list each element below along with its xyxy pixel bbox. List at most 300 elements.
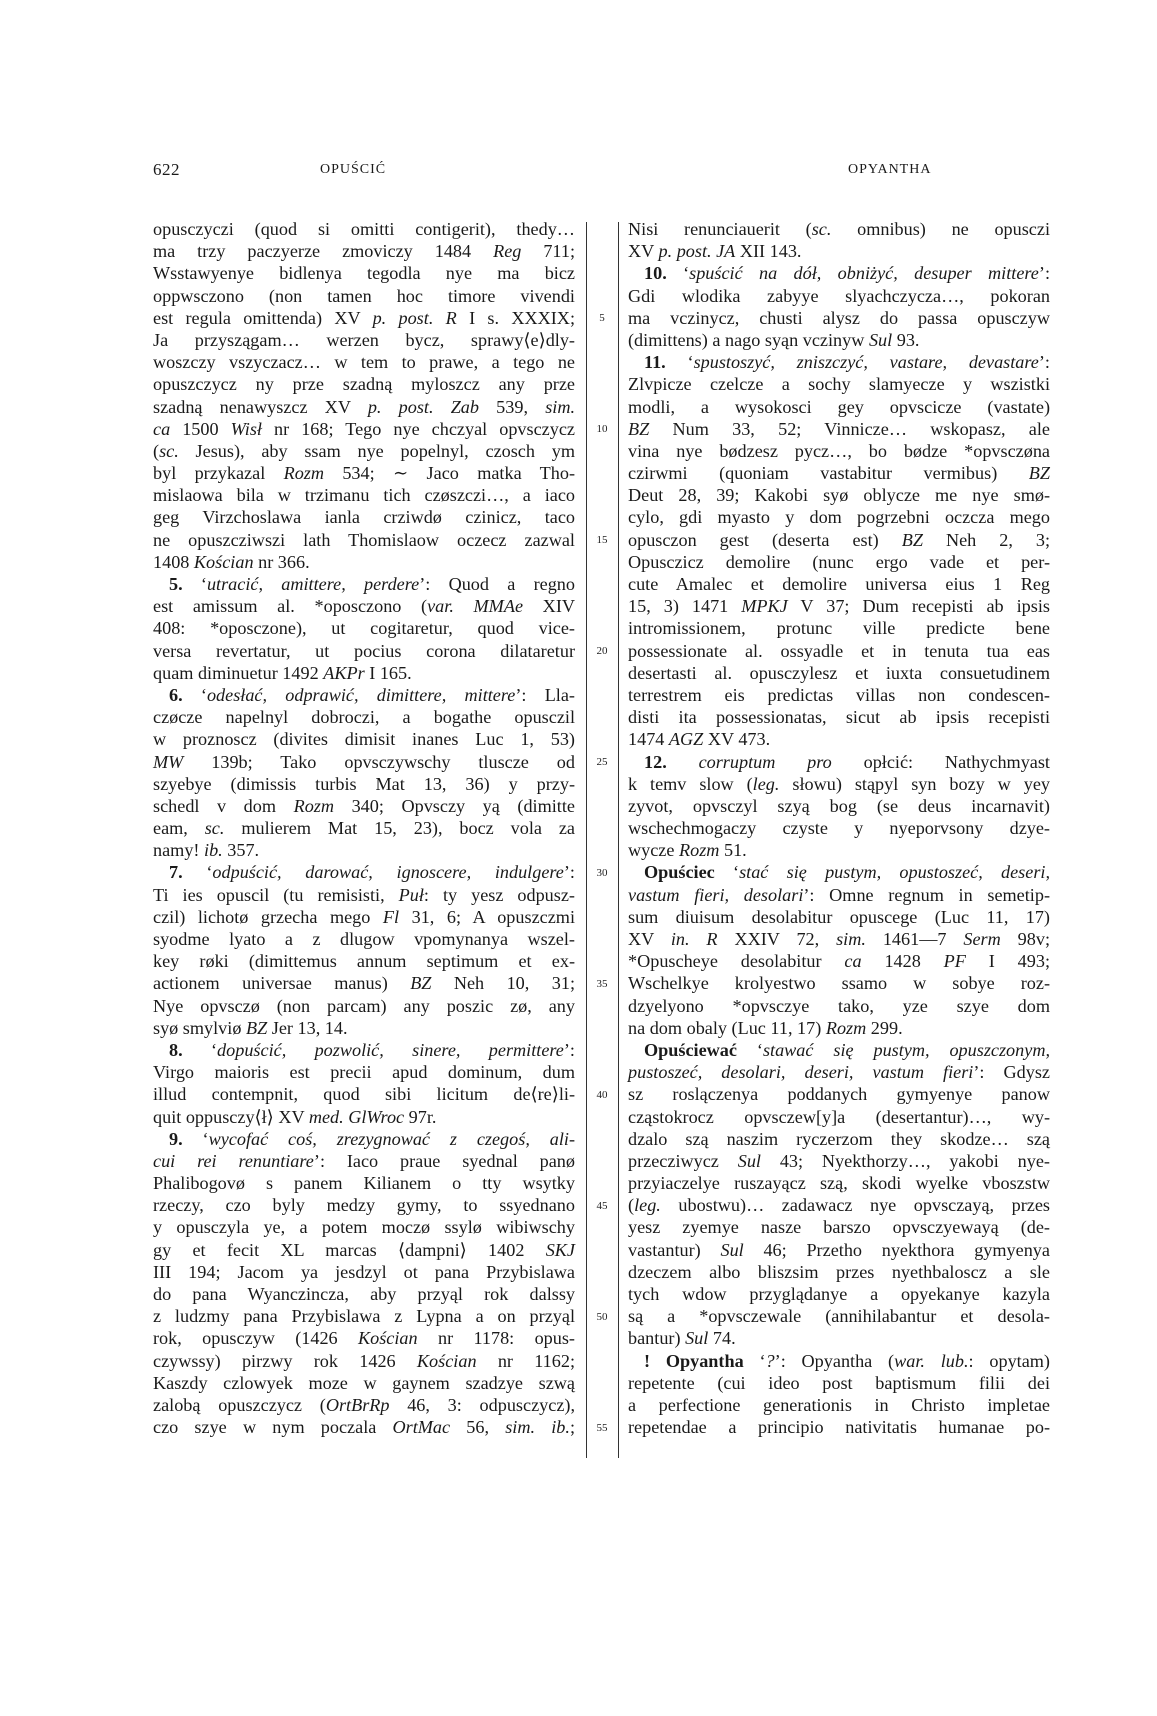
entry-heading: Opuściec xyxy=(644,862,715,883)
italic-text: stać się pustym, opustoszeć, deseri, xyxy=(739,862,1051,883)
text-line xyxy=(153,396,575,418)
text-segment: III 194; Jacom ya jesdzyl ot pana Przybislawa xyxy=(153,1261,575,1282)
text-segment: ’: xyxy=(1038,352,1050,373)
italic-text: med. GlWroc xyxy=(308,1106,405,1127)
text-segment: gy et fecit XL marcas ⟨dampni⟩ 1402 xyxy=(153,1239,546,1260)
italic-text: PF xyxy=(943,951,966,972)
text-segment: omnibus) ne opusczi xyxy=(831,219,1050,239)
text-line xyxy=(153,728,575,750)
text-line xyxy=(153,1305,575,1327)
text-line xyxy=(628,396,1050,418)
text-line xyxy=(153,1327,575,1349)
page-number: 622 xyxy=(153,160,180,179)
text-line xyxy=(153,1061,575,1083)
text-line xyxy=(153,817,575,839)
text-line xyxy=(153,972,575,994)
text-segment: ‘ xyxy=(182,684,207,705)
italic-text: sim. ib. xyxy=(505,1417,570,1438)
text-line xyxy=(153,1017,575,1039)
text-line xyxy=(153,640,575,662)
italic-text: Rozm xyxy=(283,463,324,484)
italic-text: ? xyxy=(765,1350,775,1371)
line-number: 45 xyxy=(596,1199,608,1212)
text-line xyxy=(628,262,1050,284)
italic-text: BZ xyxy=(245,1017,268,1038)
text-line xyxy=(628,839,1050,861)
text-line xyxy=(153,1416,575,1438)
column-rule-left xyxy=(586,222,587,1458)
text-segment: dzeczem albo bliszsim przes nyethbaloscz a sle xyxy=(628,1261,1050,1282)
text-segment: quit oppusczy⟨ł⟩ XV xyxy=(153,1106,309,1127)
text-line xyxy=(153,307,575,329)
text-segment: 1408 xyxy=(153,551,194,572)
italic-text: MW xyxy=(153,751,184,772)
text-line xyxy=(628,1039,1050,1061)
text-line xyxy=(628,418,1050,440)
text-segment: dzalo szą naszim ryczerzom they skodze… szą xyxy=(628,1128,1050,1149)
text-segment: eam, xyxy=(153,818,205,839)
text-segment: XIV xyxy=(523,596,576,617)
text-segment: 1428 xyxy=(861,951,944,972)
entry-heading: 12. xyxy=(644,751,667,772)
text-segment: nr 1178: opus- xyxy=(417,1328,575,1349)
text-segment: 1500 xyxy=(170,418,231,439)
text-line xyxy=(628,1216,1050,1238)
text-segment: Nye opvsczø (non parcam) any poszic zø, any xyxy=(153,995,575,1016)
italic-text: in. R xyxy=(670,929,718,949)
text-segment: repetendae a principio nativitatis humanae po- xyxy=(628,1417,1050,1438)
italic-text: Wisł xyxy=(230,418,262,439)
text-segment: ‘ xyxy=(666,263,690,284)
text-line xyxy=(153,262,575,284)
text-line xyxy=(628,1172,1050,1194)
text-line xyxy=(628,484,1050,506)
text-segment: rok, opusczyw (1426 xyxy=(153,1328,358,1349)
entry-heading: 11. xyxy=(644,352,666,373)
text-segment: nr 1162; xyxy=(476,1350,576,1371)
text-segment: czirwmi (quoniam vastabitur vermibus) xyxy=(628,463,1029,484)
text-segment: mulierem Mat 15, 23), bocz vola za xyxy=(224,818,575,839)
italic-text: war. lub. xyxy=(894,1350,969,1371)
entry-heading: 7. xyxy=(169,862,183,883)
italic-text: sc. xyxy=(204,818,225,839)
text-line xyxy=(153,884,575,906)
text-segment: 74. xyxy=(708,1328,736,1349)
text-segment: Nisi renunciauerit ( xyxy=(628,219,812,239)
text-line xyxy=(628,906,1050,928)
text-segment: czywssy) pirzwy rok 1426 xyxy=(153,1350,417,1371)
text-line xyxy=(153,218,575,240)
text-segment: vastantur) xyxy=(628,1239,721,1260)
text-line xyxy=(153,1150,575,1172)
text-segment: est regula omittenda) XV xyxy=(153,307,373,328)
text-line xyxy=(153,1172,575,1194)
text-segment: est amissum al. *oposczono ( xyxy=(153,596,428,617)
italic-text: Kościan xyxy=(193,551,254,572)
text-segment: Jer 13, 14. xyxy=(267,1017,348,1038)
text-segment: czil) lichotø grzecha mego xyxy=(153,906,383,927)
running-head-right: OPYANTHA xyxy=(848,162,932,177)
text-line xyxy=(628,1017,1050,1039)
italic-text: leg. xyxy=(634,1195,661,1216)
text-line xyxy=(628,617,1050,639)
text-segment: czo szye w nym poczala xyxy=(153,1417,393,1438)
text-line xyxy=(153,551,575,573)
text-line xyxy=(628,373,1050,395)
italic-text: utracić, amittere, perdere xyxy=(206,574,420,594)
italic-text: SKJ xyxy=(545,1239,575,1260)
text-segment: opusczyczi (quod si omitti contigerit), thedy… xyxy=(153,219,575,239)
text-line xyxy=(153,1039,575,1061)
text-segment: 357. xyxy=(222,840,260,861)
text-segment: szadną nenawyszcz XV xyxy=(153,396,368,417)
text-line xyxy=(628,928,1050,950)
text-line xyxy=(153,329,575,351)
italic-text: ib. xyxy=(204,840,223,861)
right-column xyxy=(628,218,1050,1438)
italic-text: Sul xyxy=(737,1150,761,1171)
text-line xyxy=(628,1194,1050,1216)
text-line xyxy=(153,506,575,528)
text-segment: zalobą opuszczycz ( xyxy=(153,1394,326,1415)
text-line xyxy=(628,307,1050,329)
text-segment: disti ita possessionatas, sicut ab ipsis recepisti xyxy=(628,707,1050,728)
italic-text: p. post. R xyxy=(372,307,457,328)
text-segment: I s. XXXIX; xyxy=(456,307,575,328)
text-segment: Jesus), aby ssam nye popelnyl, czosch ym xyxy=(178,440,575,461)
text-segment: opuszczycz ny prze szadną myloszcz any prze xyxy=(153,374,575,395)
text-segment: sz roslączenya poddanych gymyenye panow xyxy=(628,1084,1050,1105)
text-segment: ‘ xyxy=(714,862,740,883)
text-line xyxy=(153,662,575,684)
italic-text: Puł xyxy=(398,884,424,905)
text-segment: repetente (cui ideo post baptismum filii dei xyxy=(628,1372,1050,1393)
text-segment: 97r. xyxy=(404,1106,437,1127)
text-line xyxy=(153,928,575,950)
text-segment: syø smylviø xyxy=(153,1017,246,1038)
text-segment: do pana Wyanczincza, aby przyąl rok dalssy xyxy=(153,1284,575,1304)
text-line xyxy=(628,640,1050,662)
text-segment: byl przykazal xyxy=(153,463,284,484)
text-line xyxy=(628,240,1050,262)
text-segment: Deut 28, 39; Kakobi syø oblycze me nye smø- xyxy=(628,485,1050,506)
text-segment: cute Amalec et demolire universa eius 1 Reg xyxy=(628,574,1050,594)
italic-text: p. post. JA xyxy=(658,241,736,262)
text-segment: k temv slow ( xyxy=(628,773,753,794)
text-segment: ’: Opyantha ( xyxy=(774,1350,895,1371)
text-line xyxy=(153,773,575,795)
italic-text: BZ xyxy=(1028,463,1050,484)
line-number: 25 xyxy=(596,755,608,768)
italic-text: Rozm xyxy=(679,840,720,861)
text-segment: mislaowa bila w trzimanu tich czøszczi…, a iaco xyxy=(153,485,575,506)
text-segment: ‘ xyxy=(182,1039,218,1060)
text-segment: 534; ∼ Jaco matka Tho- xyxy=(324,463,575,484)
text-line xyxy=(628,728,1050,750)
text-line xyxy=(153,1106,575,1128)
italic-text: p. post. Zab xyxy=(367,396,479,417)
text-line xyxy=(153,351,575,373)
text-segment: schedl v dom xyxy=(153,795,294,816)
text-line xyxy=(628,1150,1050,1172)
text-line xyxy=(628,440,1050,462)
text-segment: illud contempnit, quod sibi licitum de⟨re⟩li- xyxy=(153,1084,575,1105)
left-column xyxy=(153,218,575,1438)
text-segment: 98v; xyxy=(1000,929,1050,949)
italic-text: sim. xyxy=(836,929,866,949)
italic-text: Sul xyxy=(720,1239,744,1260)
text-line xyxy=(628,351,1050,373)
text-line xyxy=(153,1239,575,1261)
text-segment: Phalibogovø s panem Kilianem o tty wsytky xyxy=(153,1173,575,1194)
text-segment: Num 33, 52; Vinnicze… wskopasz, ale xyxy=(649,418,1050,439)
text-segment: są a *opvsczewale (annihilabantur et desola- xyxy=(628,1306,1050,1327)
text-segment: ‘ xyxy=(182,862,213,883)
text-line xyxy=(153,484,575,506)
text-segment: oppwsczono (non tamen hoc timore vivendi xyxy=(153,285,575,306)
italic-text: spuścić na dół, obniżyć, desuper mittere xyxy=(689,263,1039,284)
text-segment: ‘ xyxy=(743,1350,766,1371)
text-line xyxy=(153,617,575,639)
text-segment: V 37; Dum recepisti ab ipsis xyxy=(787,596,1050,617)
text-line xyxy=(628,1261,1050,1283)
italic-text: pustoszeć, desolari, deseri, vastum fieri xyxy=(628,1062,974,1083)
text-line xyxy=(628,285,1050,307)
italic-text: OrtMac xyxy=(392,1417,451,1438)
italic-text: MPKJ xyxy=(741,596,788,617)
text-segment: Zlvpicze czelcze a sochy slamyecze y wszistki xyxy=(628,374,1050,395)
italic-text: AGZ xyxy=(668,729,704,750)
text-line xyxy=(628,1416,1050,1438)
text-segment: (dimittens) a nago syąn vczinyw xyxy=(628,329,869,350)
text-line xyxy=(628,462,1050,484)
text-line xyxy=(628,1350,1050,1372)
text-line xyxy=(153,1194,575,1216)
text-line xyxy=(153,573,575,595)
text-segment: ’: Quod a regno xyxy=(419,574,575,594)
text-segment: XXIV 72, xyxy=(717,929,837,949)
line-number: 15 xyxy=(596,533,608,546)
text-segment: cylo, gdi myasto y dom pogrzebni oczcza mego xyxy=(628,507,1050,528)
text-segment: 15, 3) 1471 xyxy=(628,596,742,617)
text-segment: szyebye (dimissis turbis Mat 13, 36) y przy- xyxy=(153,773,575,794)
italic-text: Kościan xyxy=(416,1350,477,1371)
text-segment: z ludzmy pana Przybislawa z Lypna a on przyąl xyxy=(153,1306,575,1327)
italic-text: ca xyxy=(844,951,862,972)
text-segment: quam diminuetur 1492 xyxy=(153,662,324,683)
text-segment: ’: Iaco praue syednal panø xyxy=(313,1150,575,1171)
text-segment: XII 143. xyxy=(735,241,802,262)
text-segment: 93. xyxy=(892,329,920,350)
italic-text: Kościan xyxy=(358,1328,418,1349)
text-segment: 139b; Tako opvsczywschy tluscze od xyxy=(183,751,575,772)
text-line xyxy=(153,995,575,1017)
italic-text: leg. xyxy=(752,773,780,794)
text-segment: y opusczyla ye, a potem moczø ssylø wibiwschy xyxy=(153,1217,575,1238)
text-line xyxy=(153,1216,575,1238)
text-segment: 539, xyxy=(479,396,546,417)
text-line xyxy=(628,995,1050,1017)
text-line xyxy=(628,595,1050,617)
text-segment: namy! xyxy=(153,840,205,861)
text-line xyxy=(628,1305,1050,1327)
text-segment: cząstokrocz opvsczew[y]a (desertantur)…, wy- xyxy=(628,1106,1050,1127)
text-segment: ( xyxy=(153,440,160,461)
text-segment: ( xyxy=(628,1195,635,1216)
text-segment: ma trzy paczyerze zmoviczy 1484 xyxy=(153,241,494,262)
text-line xyxy=(628,1061,1050,1083)
text-segment: 711; xyxy=(521,241,576,262)
text-line xyxy=(628,573,1050,595)
text-segment: rzeczy, czo byly medzy gymy, to ssyednano xyxy=(153,1195,575,1216)
text-segment: 31, 6; A opuszczmi xyxy=(399,906,575,927)
text-segment: XV 473. xyxy=(703,729,771,750)
text-line xyxy=(153,1350,575,1372)
text-line xyxy=(153,529,575,551)
italic-text: Reg xyxy=(493,241,522,262)
text-line xyxy=(153,440,575,462)
text-line xyxy=(153,1083,575,1105)
text-segment: vina nye bødzesz pycz…, bo bødze *opvsczøna xyxy=(628,440,1050,461)
text-line xyxy=(628,551,1050,573)
italic-text: vastum fieri, desolari xyxy=(628,884,804,905)
italic-text: ca xyxy=(153,418,171,439)
text-line xyxy=(628,817,1050,839)
text-line xyxy=(153,684,575,706)
text-line xyxy=(153,418,575,440)
text-segment: Wsstawyenye bidlenya tegodla nye ma bicz xyxy=(153,263,575,284)
text-segment: *Opuscheye desolabitur xyxy=(628,951,845,972)
line-number: 5 xyxy=(599,311,605,324)
text-segment: actionem universae manus) xyxy=(153,973,411,994)
italic-text: corruptum pro xyxy=(698,751,832,772)
text-segment: : ty yesz odpusz- xyxy=(423,884,575,905)
text-line xyxy=(628,706,1050,728)
text-segment: w proznoscz (divites dimisit inanes Luc 1, 53) xyxy=(153,729,575,750)
text-segment: ’: Lla- xyxy=(515,684,575,705)
text-segment: ‘ xyxy=(665,352,694,373)
text-segment: desertasti al. opusczylesz et iuxta consuetudinem xyxy=(628,662,1050,683)
text-line xyxy=(153,861,575,883)
italic-text: var. MMAe xyxy=(427,596,524,617)
text-segment: ’: Omne regnum in semetip- xyxy=(803,884,1051,905)
line-number: 50 xyxy=(596,1310,608,1323)
text-segment: 299. xyxy=(866,1017,903,1038)
text-segment: nr 168; Tego nye chczyal opvsczycz xyxy=(261,418,575,439)
text-line xyxy=(628,1128,1050,1150)
line-number: 30 xyxy=(596,866,608,879)
text-segment: ‘ xyxy=(182,574,207,594)
text-segment: Opusczicz demolire (nunc ergo vade et per- xyxy=(628,551,1050,572)
text-line xyxy=(153,462,575,484)
text-line xyxy=(153,595,575,617)
text-line xyxy=(628,1106,1050,1128)
italic-text: odesłać, odprawić, dimittere, mittere xyxy=(206,684,516,705)
text-segment: possessionate al. ossyadle et in tenuta tua eas xyxy=(628,640,1050,661)
text-line xyxy=(628,1372,1050,1394)
italic-text: AKPr xyxy=(323,662,365,683)
text-segment: Neh 2, 3; xyxy=(922,529,1050,550)
text-segment: ’: xyxy=(563,1039,575,1060)
italic-text: sc. xyxy=(159,440,179,461)
italic-text: odpuścić, darować, ignoscere, indulgere xyxy=(212,862,564,883)
text-line xyxy=(628,329,1050,351)
italic-text: Sul xyxy=(868,329,893,350)
text-segment: syodme lyato a z dlugow vpomynanya wszel- xyxy=(153,929,575,949)
italic-text: stawać się pustym, opuszczonym, xyxy=(762,1039,1050,1060)
text-segment: yesz zyemye nasze barszo opvsczyewayą (de- xyxy=(628,1217,1050,1238)
text-line xyxy=(628,1239,1050,1261)
text-segment: key røki (dimittemus annum septimum et ex- xyxy=(153,951,575,972)
line-number: 20 xyxy=(596,644,608,657)
text-line xyxy=(628,861,1050,883)
text-segment: ’: xyxy=(1038,263,1051,284)
text-segment: terrestrem eis predictas villas non condescen- xyxy=(628,684,1050,705)
text-segment: bantur) xyxy=(628,1328,686,1349)
text-line xyxy=(628,884,1050,906)
text-line xyxy=(628,506,1050,528)
text-segment: wschechmogaczy czyste y nyeporvsony dzye- xyxy=(628,818,1050,839)
text-line xyxy=(628,1327,1050,1349)
italic-text: sc. xyxy=(811,219,832,239)
entry-heading: Opuściewać xyxy=(644,1039,737,1060)
text-segment: versa revertatur, ut pocius corona dilataretur xyxy=(153,640,575,661)
text-segment: I 165. xyxy=(364,662,412,683)
line-number: 10 xyxy=(596,422,608,435)
text-segment: tych wdow przyglądanye a opyekanye kazyla xyxy=(628,1284,1050,1304)
italic-text: spustoszyć, zniszczyć, vastare, devastare xyxy=(693,352,1039,373)
text-segment xyxy=(667,752,699,772)
text-segment: 46; Przetho nyekthora gymyenya xyxy=(743,1239,1050,1260)
running-head-left: OPUŚCIĆ xyxy=(320,162,387,177)
text-segment: XV xyxy=(628,929,671,949)
italic-text: wycofać coś, zrezygnować z czegoś, ali- xyxy=(208,1128,575,1149)
text-line xyxy=(628,950,1050,972)
text-segment: ’: xyxy=(563,862,575,883)
text-segment: zyvot, opvsczyl szyą bog (se deus incarnavit) xyxy=(628,795,1050,816)
text-segment: przyiaczelye ruszayącz szą, skodi wyelke vboszstw xyxy=(628,1173,1050,1194)
text-line xyxy=(628,1083,1050,1105)
text-line xyxy=(153,839,575,861)
text-segment: ; xyxy=(569,1417,575,1438)
text-segment: Virgo maioris est precii apud dominum, dum xyxy=(153,1062,575,1083)
text-line xyxy=(153,285,575,307)
text-line xyxy=(628,218,1050,240)
text-line xyxy=(628,751,1050,773)
text-segment: na dom obaly (Luc 11, 17) xyxy=(628,1017,826,1038)
text-segment: wycze xyxy=(628,840,679,861)
text-segment: opusczon gest (deserta est) xyxy=(628,529,902,550)
italic-text: Rozm xyxy=(825,1017,867,1038)
text-segment: 340; Opvsczy yą (dimitte xyxy=(334,795,575,816)
text-segment: ubostwu)… zadawacz nye opvsczayą, przes xyxy=(660,1195,1050,1216)
text-segment: dzyelyono *opvsczye tako, yze szye dom xyxy=(628,995,1050,1016)
text-line xyxy=(153,795,575,817)
text-segment: : opytam) xyxy=(968,1350,1050,1371)
text-line xyxy=(628,1283,1050,1305)
italic-text: dopuścić, pozwolić, sinere, permittere xyxy=(217,1039,564,1060)
text-segment: sum diuisum desolabitur opuscege (Luc 11, 17) xyxy=(628,906,1050,927)
entry-heading: 8. xyxy=(169,1039,183,1060)
text-segment: ne opuszcziwszi lath Thomislaow oczecz zazwal xyxy=(153,529,575,550)
italic-text: BZ xyxy=(901,529,923,550)
text-segment: 46, 3: odpusczycz), xyxy=(389,1394,575,1415)
text-segment: woszczy vszyczacz… w tem to prawe, a tego ne xyxy=(153,352,575,373)
italic-text: sim. xyxy=(545,396,576,417)
text-line xyxy=(153,706,575,728)
text-segment: ’: Gdysz xyxy=(973,1062,1050,1083)
text-segment: modli, a wysokosci gey opvscicze (vastate) xyxy=(628,396,1050,417)
